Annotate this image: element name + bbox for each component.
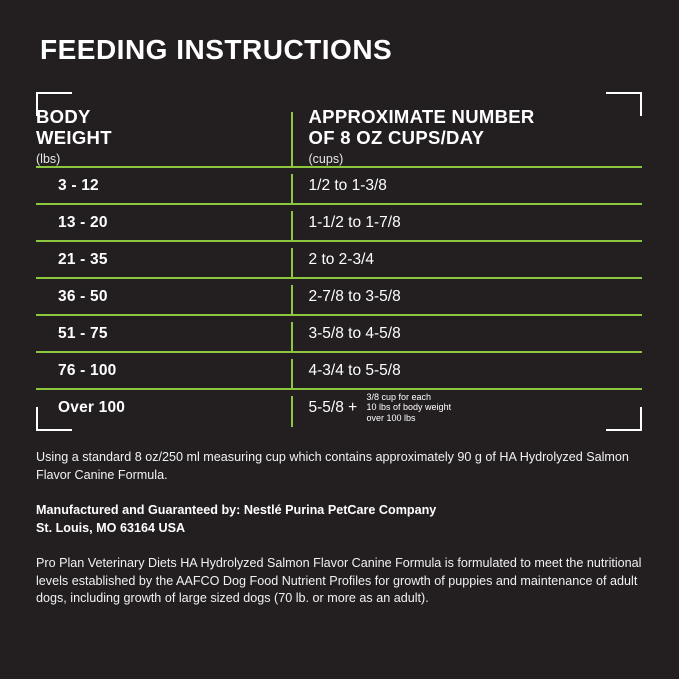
table-row <box>36 241 642 278</box>
cell-cups <box>291 315 642 352</box>
cell-cups-value: 5-5/8 + <box>308 398 358 416</box>
cell-cups <box>291 352 642 389</box>
cell-body-weight: 21 - 35 <box>36 241 291 278</box>
header-body-weight-unit: (lbs) <box>36 152 61 167</box>
table-header <box>36 106 642 167</box>
page-title: FEEDING INSTRUCTIONS <box>40 34 393 65</box>
row-divider <box>291 174 293 205</box>
cell-body-weight: 13 - 20 <box>36 204 291 241</box>
header-body-weight-line2: WEIGHT <box>36 127 112 149</box>
table-row <box>36 315 642 352</box>
cell-body-weight: 3 - 12 <box>36 167 291 204</box>
row-divider <box>291 248 293 279</box>
table-row <box>36 389 642 425</box>
cell-body-weight: Over 100 <box>36 389 291 425</box>
row-divider <box>291 396 293 427</box>
cell-body-weight: 51 - 75 <box>36 315 291 352</box>
cell-cups-value: 1/2 to 1-3/8 <box>308 176 387 194</box>
cell-cups-value: 1-1/2 to 1-7/8 <box>308 213 401 231</box>
cell-cups-value: 2 to 2-3/4 <box>308 250 375 268</box>
header-cups-line1: APPROXIMATE NUMBER <box>308 106 535 127</box>
cell-body-weight: 76 - 100 <box>36 352 291 389</box>
cell-body-weight: 36 - 50 <box>36 278 291 315</box>
table-row <box>36 204 642 241</box>
table-row <box>36 167 642 204</box>
header-cups-per-day <box>291 106 642 167</box>
cell-cups-value: 4-3/4 to 5-5/8 <box>308 361 401 379</box>
feeding-table-container <box>36 92 642 431</box>
header-cups-unit: (cups) <box>308 152 344 167</box>
feeding-table <box>36 106 642 425</box>
cell-cups <box>291 389 642 425</box>
manufacturer-info: Manufactured and Guaranteed by: Nestlé Purina PetCare Company St. Louis, MO 63164 USA <box>36 502 437 535</box>
bracket-bottom-left <box>36 407 72 431</box>
measuring-cup-note: Using a standard 8 oz/250 ml measuring cup which contains approximately 90 g of HA Hydrolyzed Salmon Flavor Canine Formula. <box>36 450 629 483</box>
cell-cups <box>291 278 642 315</box>
header-body-weight <box>36 106 291 167</box>
table-row <box>36 352 642 389</box>
header-cups-line2: OF 8 OZ CUPS/DAY <box>308 127 485 149</box>
aafco-statement: Pro Plan Veterinary Diets HA Hydrolyzed Salmon Flavor Canine Formula is formulated to meet the nutritional levels established by the AAFCO Dog Food Nutrient Profiles for growth of puppies and maintenance of adult dogs, including growth of large sized dogs (70 lb. or more as an adult). <box>36 555 642 606</box>
cell-cups <box>291 204 642 241</box>
row-divider <box>291 359 293 390</box>
cell-cups <box>291 241 642 278</box>
table-row <box>36 278 642 315</box>
header-divider <box>291 112 293 168</box>
cell-cups-note: 3/8 cup for each 10 lbs of body weight over 100 lbs <box>366 391 452 423</box>
cell-cups-value: 2-7/8 to 3-5/8 <box>308 287 401 305</box>
row-divider <box>291 322 293 353</box>
header-body-weight-line1: BODY <box>36 106 91 127</box>
table-body <box>36 167 642 425</box>
row-divider <box>291 285 293 316</box>
cell-cups-value: 3-5/8 to 4-5/8 <box>308 324 401 342</box>
cell-cups <box>291 167 642 204</box>
row-divider <box>291 211 293 242</box>
